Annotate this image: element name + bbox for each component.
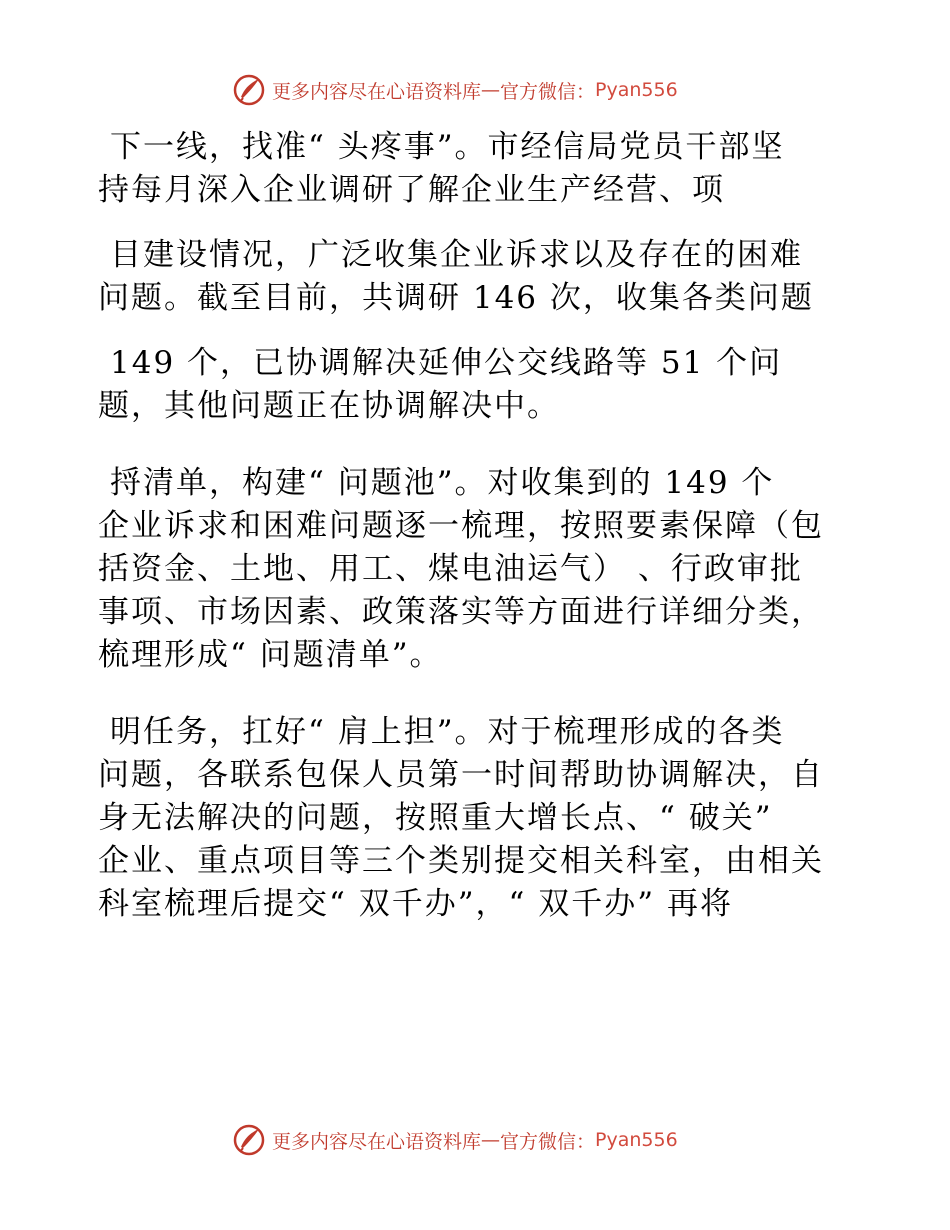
paragraph (98, 342, 858, 428)
text-line: 持每月深入企业调研了解企业生产经营、项 (98, 172, 725, 208)
paragraph (98, 462, 858, 677)
text-line: 企业诉求和困难问题逐一梳理，按照要素保障（包 (98, 508, 824, 544)
text-line: 明任务，扛好“ 肩上担”。对于梳理形成的各类 (110, 714, 785, 750)
watermark-separator: — (481, 79, 501, 101)
text-line: 题，其他问题正在协调解决中。 (98, 388, 560, 424)
paragraph (98, 234, 858, 320)
watermark-separator: — (481, 1129, 501, 1151)
brand-logo-icon (232, 1123, 266, 1157)
header-watermark (232, 72, 678, 108)
text-line: 问题，各联系包保人员第一时间帮助协调解决，自 (98, 757, 824, 793)
text-line: 括资金、土地、用工、煤电油运气） 、行政审批 (98, 551, 803, 587)
watermark-wechat-id: Pyan556 (595, 79, 678, 101)
text-line: 梳理形成“ 问题清单”。 (98, 637, 443, 673)
watermark-text: 更多内容尽在心语资料库 (272, 80, 482, 103)
document-body (98, 126, 858, 926)
watermark-wechat-id: Pyan556 (595, 1129, 678, 1151)
text-line: 身无法解决的问题，按照重大增长点、“ 破关” (98, 800, 773, 836)
text-line: 科室梳理后提交“ 双千办”，“ 双千办” 再将 (98, 886, 733, 922)
watermark-wechat-label: 官方微信： (500, 1130, 596, 1153)
text-line: 企业、重点项目等三个类别提交相关科室，由相关 (98, 843, 824, 879)
text-line: 问题。截至目前，共调研 146 次，收集各类问题 (98, 280, 814, 316)
paragraph (98, 711, 858, 926)
text-line: 事项、市场因素、政策落实等方面进行详细分类， (98, 594, 824, 630)
footer-watermark (232, 1122, 678, 1158)
paragraph (98, 126, 858, 212)
text-line: 目建设情况，广泛收集企业诉求以及存在的困难 (110, 237, 803, 273)
brand-logo-icon (232, 73, 266, 107)
text-line: 下一线，找准“ 头疼事”。市经信局党员干部坚 (110, 129, 785, 165)
text-line: 149 个，已协调解决延伸公交线路等 51 个问 (110, 345, 783, 381)
watermark-text: 更多内容尽在心语资料库 (272, 1130, 482, 1153)
watermark-wechat-label: 官方微信： (500, 80, 596, 103)
text-line: 捋清单，构建“ 问题池”。对收集到的 149 个 (110, 465, 775, 501)
